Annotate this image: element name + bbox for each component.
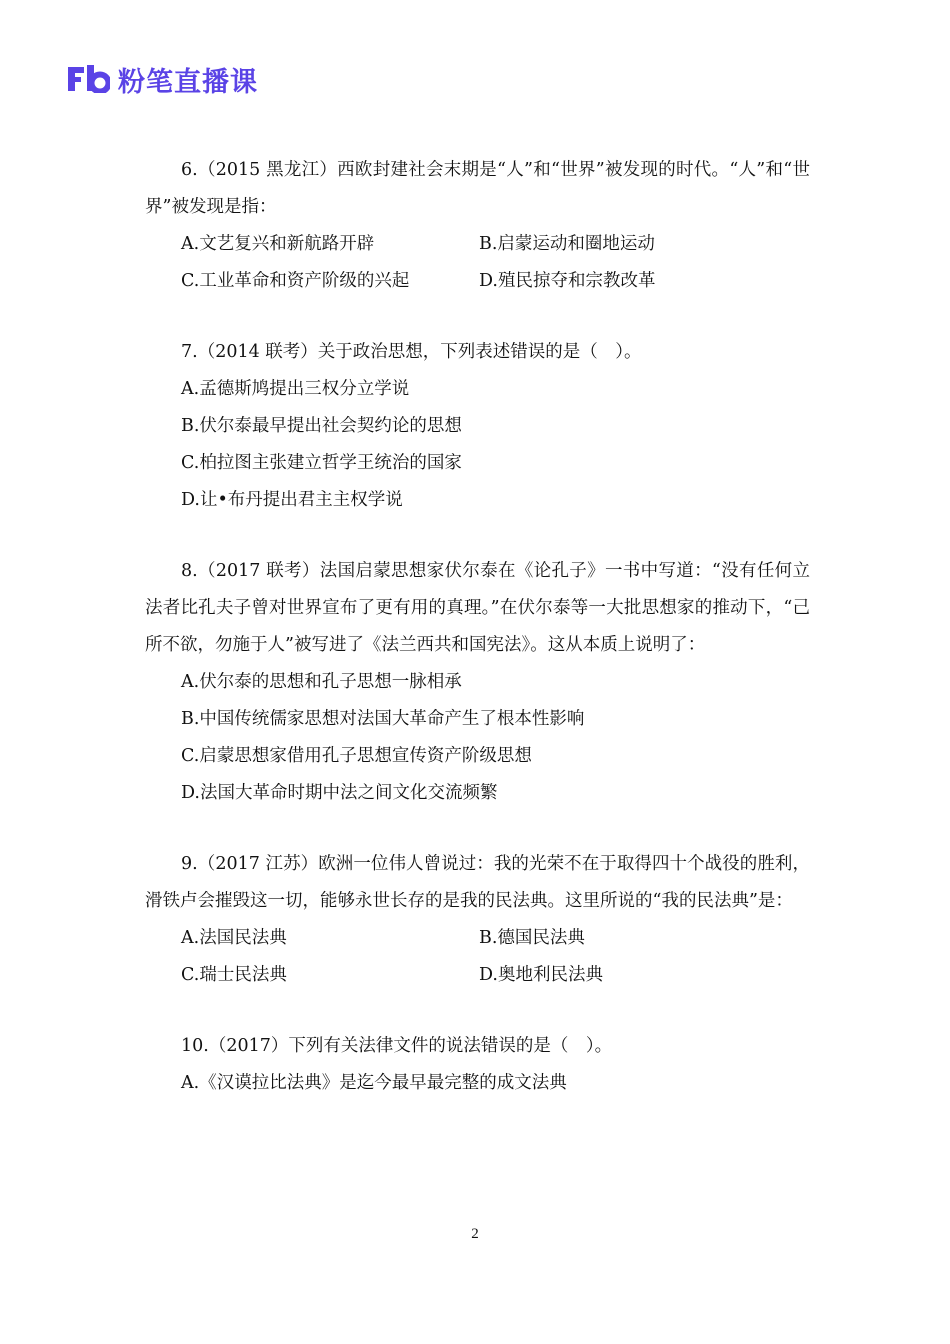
option-c: C.启蒙思想家借用孔子思想宣传资产阶级思想 — [181, 746, 532, 766]
question-stem: 6.（2015 黑龙江）西欧封建社会末期是“人”和“世界”被发现的时代。“人”和“世界”被发现是指： — [145, 160, 810, 217]
question-6 — [145, 152, 810, 300]
question-stem: 8.（2017 联考）法国启蒙思想家伏尔泰在《论孔子》一书中写道：“没有任何立法者比孔夫子曾对世界宣布了更有用的真理。”在伏尔泰等一大批思想家的推动下，“己所不欲，勿施于人”被写进了《法兰西共和国宪法》。这从本质上说明了： — [145, 561, 810, 655]
option-d: D.让•布丹提出君主主权学说 — [181, 490, 403, 510]
option-row — [145, 226, 810, 263]
page-number: 2 — [471, 1226, 479, 1242]
option-c: C.瑞士民法典 — [181, 965, 287, 985]
fb-logo-icon — [68, 65, 110, 93]
question-list — [145, 152, 810, 1136]
option-row — [145, 920, 810, 957]
option-c: C.工业革命和资产阶级的兴起 — [181, 271, 410, 291]
option-row — [145, 957, 810, 994]
option-b: B.中国传统儒家思想对法国大革命产生了根本性影响 — [181, 709, 585, 729]
option-b: B.伏尔泰最早提出社会契约论的思想 — [181, 416, 462, 436]
brand-name: 粉笔直播课 — [118, 66, 258, 98]
option-a: A.文艺复兴和新航路开辟 — [181, 234, 375, 254]
option-a: A.孟德斯鸠提出三权分立学说 — [181, 379, 410, 399]
option-row — [145, 263, 810, 300]
question-7 — [145, 334, 810, 519]
option-b: B.启蒙运动和圈地运动 — [479, 234, 655, 254]
option-a: A.法国民法典 — [181, 928, 287, 948]
question-10 — [145, 1028, 810, 1102]
option-b: B.德国民法典 — [479, 928, 585, 948]
question-stem: 9.（2017 江苏）欧洲一位伟人曾说过：我的光荣不在于取得四十个战役的胜利，滑铁卢会摧毁这一切，能够永世长存的是我的民法典。这里所说的“我的民法典”是： — [145, 854, 810, 911]
question-9 — [145, 846, 810, 994]
option-a: A.伏尔泰的思想和孔子思想一脉相承 — [181, 672, 462, 692]
question-stem: 7.（2014 联考）关于政治思想，下列表述错误的是（ ）。 — [181, 342, 642, 362]
option-d: D.法国大革命时期中法之间文化交流频繁 — [181, 783, 498, 803]
brand-logo — [68, 62, 258, 96]
option-a: A.《汉谟拉比法典》是迄今最早最完整的成文法典 — [181, 1073, 567, 1093]
question-8 — [145, 553, 810, 812]
option-d: D.奥地利民法典 — [479, 965, 603, 985]
option-c: C.柏拉图主张建立哲学王统治的国家 — [181, 453, 462, 473]
option-d: D.殖民掠夺和宗教改革 — [479, 271, 656, 291]
question-stem: 10.（2017）下列有关法律文件的说法错误的是（ ）。 — [181, 1036, 613, 1056]
